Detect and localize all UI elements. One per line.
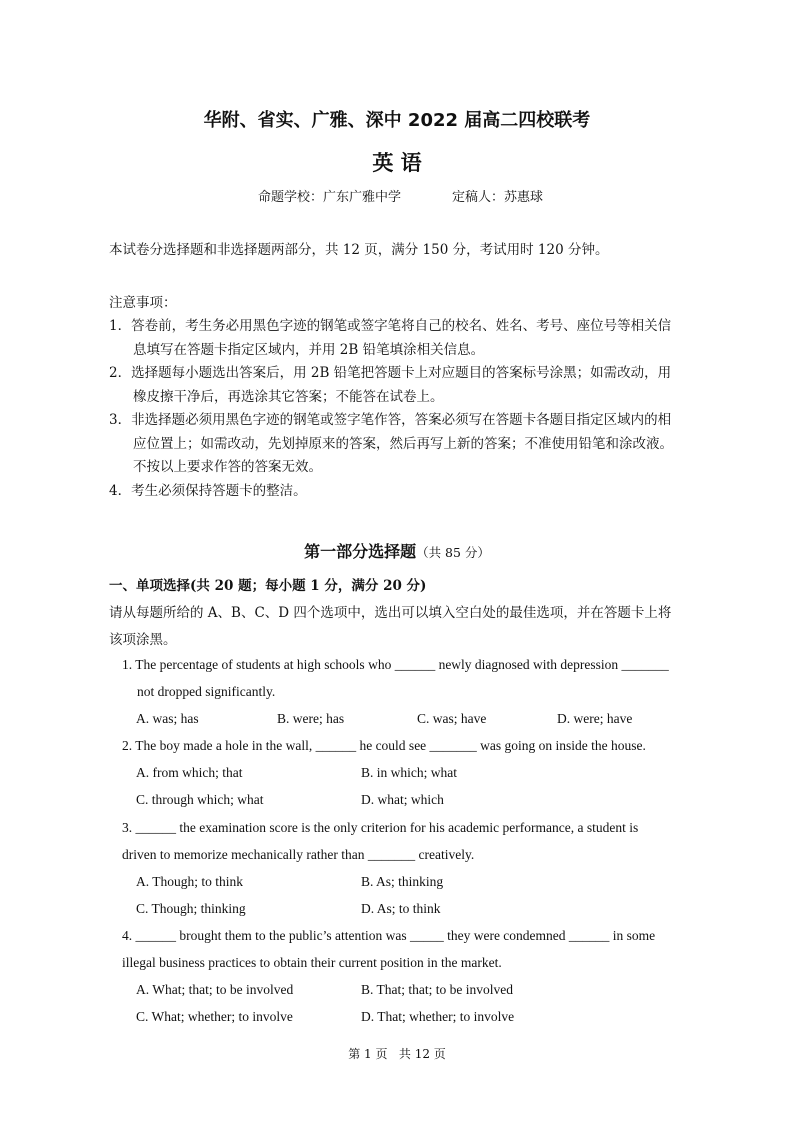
note-line: 1．答卷前，考生务必用黑色字迹的钢笔或签字笔将自己的校名、姓名、考号、座位号等相关信 [109, 318, 672, 334]
note-line: 不按以上要求作答的答案无效。 [133, 459, 322, 475]
author-reviewer: 定稿人：苏惠球 [452, 190, 544, 205]
question-3-stem-cont: driven to memorize mechanically rather than _______ creatively. [122, 847, 475, 862]
note-line: 4．考生必须保持答题卡的整洁。 [109, 483, 307, 499]
section-instruction: 请从每题所给的 A、B、C、D 四个选项中，选出可以填入空白处的最佳选项，并在答题卡上将 [109, 605, 672, 621]
question-4-option-d: D. That; whether; to involve [361, 1009, 515, 1024]
section-instruction: 该项涂黑。 [109, 632, 177, 648]
question-4-stem: 4. ______ brought them to the public’s attention was _____ they were condemned ______ in some [122, 928, 656, 943]
question-2-option-b: B. in which; what [361, 765, 457, 780]
note-line: 息填写在答题卡指定区域内，并用 2B 铅笔填涂相关信息。 [133, 342, 485, 358]
exam-title: 华附、省实、广雅、深中 2022 届高二四校联考 [203, 110, 591, 131]
note-line: 应位置上；如需改动，先划掉原来的答案，然后再写上新的答案；不准使用铅笔和涂改液。 [133, 436, 673, 452]
question-3-option-b: B. As; thinking [361, 874, 444, 889]
question-2-option-a: A. from which; that [136, 765, 243, 780]
question-3-option-a: A. Though; to think [136, 874, 244, 889]
question-3-stem: 3. ______ the examination score is the only criterion for his academic performance, a student is [122, 820, 639, 835]
author-school: 命题学校：广东广雅中学 [258, 190, 402, 205]
notes-heading: 注意事项： [109, 295, 177, 311]
question-2-option-c: C. through which; what [136, 792, 264, 807]
part1-heading [0, 539, 794, 562]
question-2-stem: 2. The boy made a hole in the wall, ______ he could see _______ was going on inside the house. [122, 738, 646, 753]
question-1-option-c: C. was; have [417, 711, 487, 726]
question-2-option-d: D. what; which [361, 792, 444, 807]
question-1-stem-cont: not dropped significantly. [137, 684, 276, 699]
question-3-option-d: D. As; to think [361, 901, 441, 916]
subject-title: 英 语 [372, 151, 422, 175]
question-1-option-d: D. were; have [557, 711, 633, 726]
question-1-option-a: A. was; has [136, 711, 199, 726]
part1-title: 第一部分选择题 [304, 542, 417, 561]
question-4-option-a: A. What; that; to be involved [136, 982, 294, 997]
note-line: 橡皮擦干净后，再选涂其它答案；不能答在试卷上。 [133, 389, 444, 405]
question-4-option-b: B. That; that; to be involved [361, 982, 513, 997]
question-4-option-c: C. What; whether; to involve [136, 1009, 293, 1024]
note-line: 2．选择题每小题选出答案后，用 2B 铅笔把答题卡上对应题目的答案标号涂黑；如需改动，用 [109, 365, 672, 381]
page-footer: 第 1 页 共 12 页 [348, 1047, 446, 1061]
section-heading: 一、单项选择(共 20 题；每小题 1 分，满分 20 分) [109, 578, 427, 594]
question-3-option-c: C. Though; thinking [136, 901, 246, 916]
question-1-stem: 1. The percentage of students at high schools who ______ newly diagnosed with depression _______ [122, 657, 669, 672]
question-4-stem-cont: illegal business practices to obtain their current position in the market. [122, 955, 502, 970]
part1-score: （共 85 分） [416, 545, 490, 560]
intro-text: 本试卷分选择题和非选择题两部分，共 12 页，满分 150 分，考试用时 120 分钟。 [109, 242, 609, 258]
question-1-option-b: B. were; has [277, 711, 345, 726]
note-line: 3．非选择题必须用黑色字迹的钢笔或签字笔作答，答案必须写在答题卡各题目指定区域内的相 [109, 412, 672, 428]
